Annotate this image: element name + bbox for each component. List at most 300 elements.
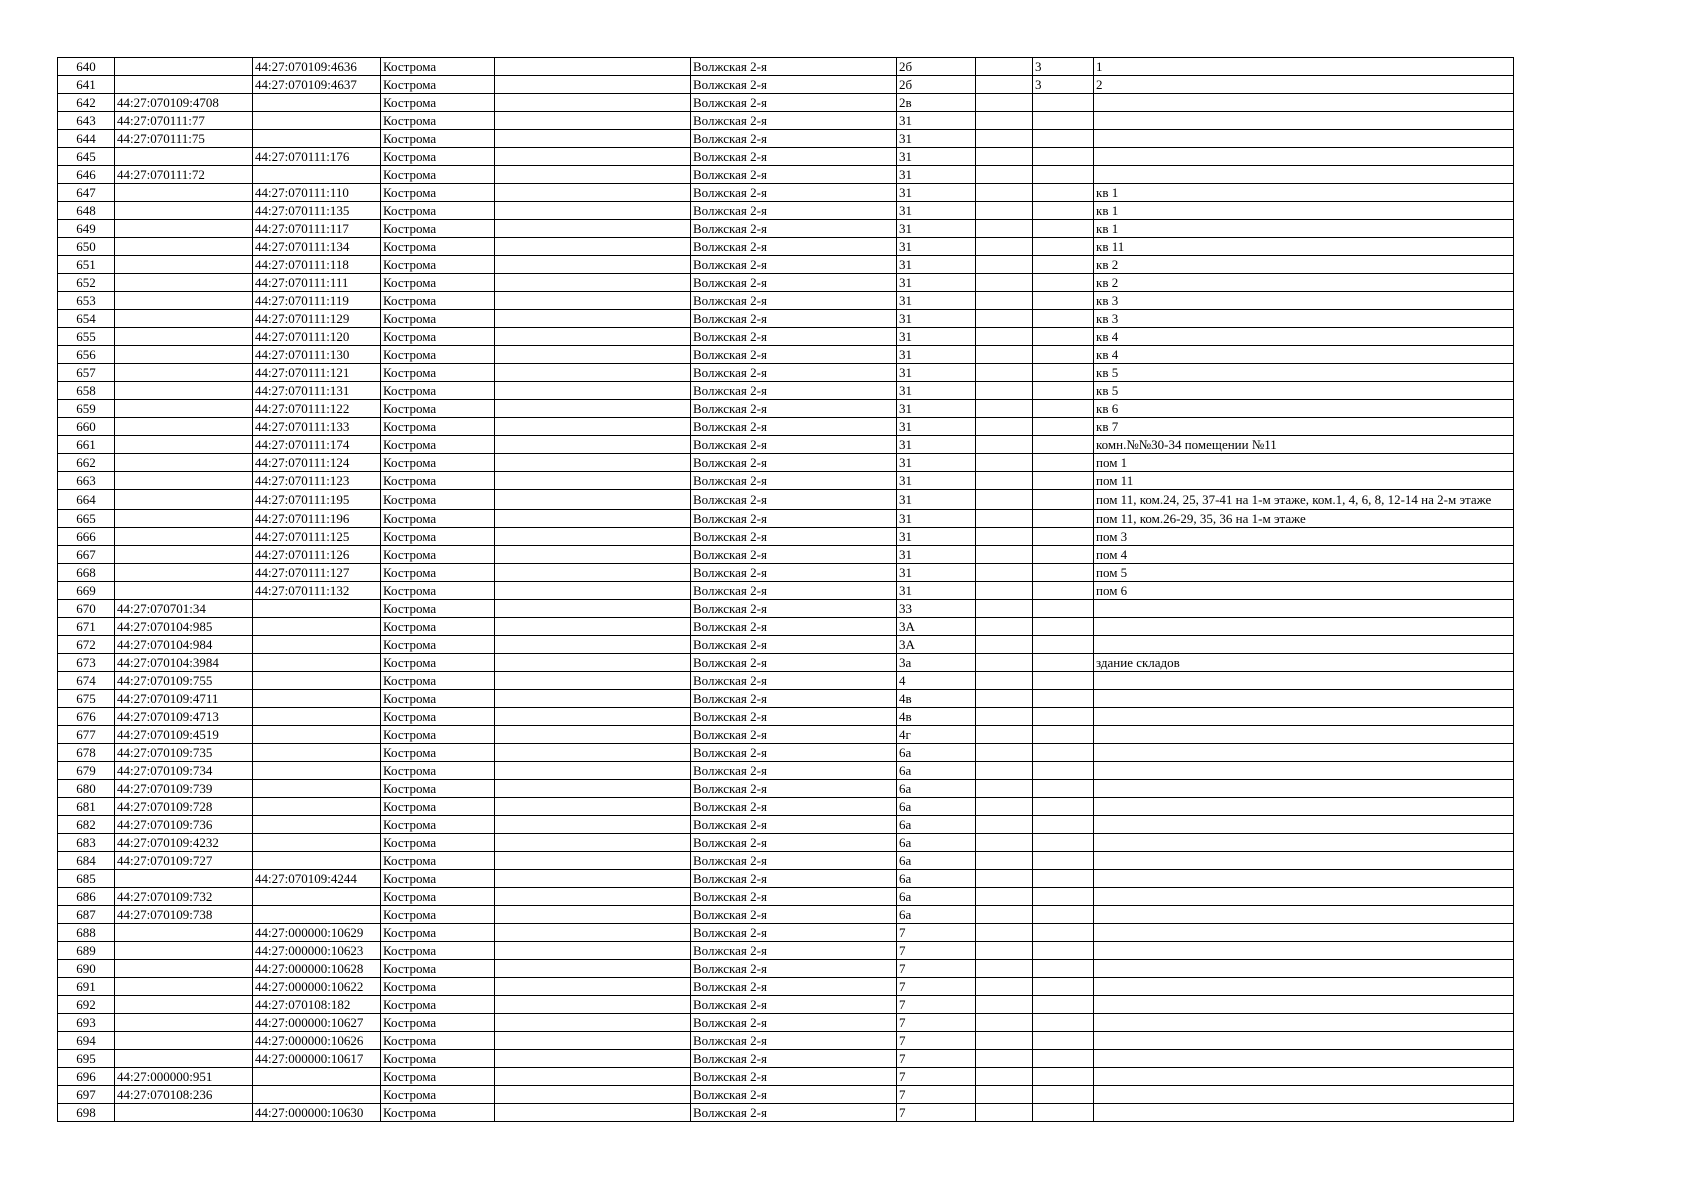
house-number-cell: 31 [897, 310, 976, 328]
cadastral-number-land [115, 1032, 253, 1050]
city-cell: Кострома [381, 1050, 495, 1068]
cadastral-number-object [253, 636, 381, 654]
cadastral-number-land: 44:27:070108:236 [115, 1086, 253, 1104]
building-cell [1033, 510, 1094, 528]
table-row [58, 292, 1514, 310]
building-cell [1033, 346, 1094, 364]
row-number: 643 [58, 112, 115, 130]
city-cell: Кострома [381, 310, 495, 328]
table-row [58, 672, 1514, 690]
cadastral-number-object: 44:27:070111:131 [253, 382, 381, 400]
table-row [58, 184, 1514, 202]
street-cell: Волжская 2-я [691, 1086, 897, 1104]
table-row [58, 960, 1514, 978]
table-row [58, 1086, 1514, 1104]
cadastral-number-land: 44:27:070109:4708 [115, 94, 253, 112]
cadastral-number-land: 44:27:070109:755 [115, 672, 253, 690]
house-number-cell: 31 [897, 274, 976, 292]
premises-note-cell [1094, 942, 1514, 960]
empty-cell [976, 654, 1033, 672]
cadastral-number-land: 44:27:070109:739 [115, 780, 253, 798]
row-number: 652 [58, 274, 115, 292]
empty-cell [976, 582, 1033, 600]
empty-cell [495, 798, 691, 816]
row-number: 644 [58, 130, 115, 148]
city-cell: Кострома [381, 490, 495, 510]
cadastral-number-land: 44:27:070109:736 [115, 816, 253, 834]
row-number: 681 [58, 798, 115, 816]
empty-cell [976, 166, 1033, 184]
cadastral-number-object [253, 888, 381, 906]
street-cell: Волжская 2-я [691, 184, 897, 202]
street-cell: Волжская 2-я [691, 1068, 897, 1086]
row-number: 670 [58, 600, 115, 618]
table-row [58, 238, 1514, 256]
empty-cell [976, 472, 1033, 490]
table-row [58, 708, 1514, 726]
street-cell: Волжская 2-я [691, 1050, 897, 1068]
premises-note-cell: кв 6 [1094, 400, 1514, 418]
premises-note-cell [1094, 618, 1514, 636]
empty-cell [495, 328, 691, 346]
row-number: 679 [58, 762, 115, 780]
street-cell: Волжская 2-я [691, 996, 897, 1014]
house-number-cell: 31 [897, 564, 976, 582]
table-row [58, 942, 1514, 960]
empty-cell [495, 346, 691, 364]
premises-note-cell [1094, 708, 1514, 726]
empty-cell [495, 726, 691, 744]
street-cell: Волжская 2-я [691, 238, 897, 256]
city-cell: Кострома [381, 600, 495, 618]
cadastral-number-object [253, 762, 381, 780]
house-number-cell: 2б [897, 58, 976, 76]
premises-note-cell [1094, 906, 1514, 924]
empty-cell [495, 762, 691, 780]
table-row [58, 310, 1514, 328]
street-cell: Волжская 2-я [691, 798, 897, 816]
row-number: 682 [58, 816, 115, 834]
building-cell [1033, 202, 1094, 220]
building-cell [1033, 636, 1094, 654]
city-cell: Кострома [381, 510, 495, 528]
street-cell: Волжская 2-я [691, 148, 897, 166]
house-number-cell: 31 [897, 346, 976, 364]
city-cell: Кострома [381, 996, 495, 1014]
street-cell: Волжская 2-я [691, 400, 897, 418]
row-number: 695 [58, 1050, 115, 1068]
street-cell: Волжская 2-я [691, 906, 897, 924]
city-cell: Кострома [381, 564, 495, 582]
table-row [58, 94, 1514, 112]
cadastral-number-land [115, 274, 253, 292]
city-cell: Кострома [381, 546, 495, 564]
cadastral-number-land: 44:27:070104:985 [115, 618, 253, 636]
building-cell [1033, 564, 1094, 582]
premises-note-cell [1094, 1014, 1514, 1032]
cadastral-number-object [253, 600, 381, 618]
cadastral-number-land [115, 1014, 253, 1032]
row-number: 672 [58, 636, 115, 654]
empty-cell [495, 870, 691, 888]
empty-cell [976, 888, 1033, 906]
row-number: 698 [58, 1104, 115, 1122]
empty-cell [495, 906, 691, 924]
table-row [58, 130, 1514, 148]
cadastral-number-object: 44:27:070111:132 [253, 582, 381, 600]
building-cell [1033, 364, 1094, 382]
cadastral-number-object [253, 1086, 381, 1104]
empty-cell [976, 364, 1033, 382]
table-row [58, 852, 1514, 870]
city-cell: Кострома [381, 400, 495, 418]
cadastral-number-object: 44:27:070111:117 [253, 220, 381, 238]
table-row [58, 762, 1514, 780]
table-row [58, 744, 1514, 762]
house-number-cell: 31 [897, 238, 976, 256]
street-cell: Волжская 2-я [691, 202, 897, 220]
empty-cell [495, 708, 691, 726]
premises-note-cell [1094, 780, 1514, 798]
row-number: 650 [58, 238, 115, 256]
empty-cell [976, 1068, 1033, 1086]
empty-cell [495, 1068, 691, 1086]
cadastral-number-object: 44:27:070111:123 [253, 472, 381, 490]
premises-note-cell [1094, 130, 1514, 148]
empty-cell [976, 546, 1033, 564]
street-cell: Волжская 2-я [691, 636, 897, 654]
cadastral-number-land [115, 528, 253, 546]
city-cell: Кострома [381, 528, 495, 546]
empty-cell [495, 400, 691, 418]
row-number: 662 [58, 454, 115, 472]
house-number-cell: 31 [897, 292, 976, 310]
city-cell: Кострома [381, 382, 495, 400]
empty-cell [495, 292, 691, 310]
empty-cell [495, 454, 691, 472]
building-cell [1033, 400, 1094, 418]
table-row [58, 888, 1514, 906]
premises-note-cell: пом 11, ком.24, 25, 37-41 на 1-м этаже, ком.1, 4, 6, 8, 12-14 на 2-м этаже [1094, 490, 1514, 510]
table-row [58, 1068, 1514, 1086]
building-cell [1033, 582, 1094, 600]
house-number-cell: 6а [897, 744, 976, 762]
row-number: 694 [58, 1032, 115, 1050]
table-row [58, 382, 1514, 400]
cadastral-number-object [253, 130, 381, 148]
city-cell: Кострома [381, 418, 495, 436]
house-number-cell: 7 [897, 978, 976, 996]
empty-cell [495, 690, 691, 708]
street-cell: Волжская 2-я [691, 166, 897, 184]
city-cell: Кострома [381, 906, 495, 924]
empty-cell [976, 636, 1033, 654]
row-number: 675 [58, 690, 115, 708]
building-cell [1033, 1050, 1094, 1068]
empty-cell [976, 996, 1033, 1014]
cadastral-number-object: 44:27:070108:182 [253, 996, 381, 1014]
city-cell: Кострома [381, 472, 495, 490]
city-cell: Кострома [381, 726, 495, 744]
row-number: 658 [58, 382, 115, 400]
empty-cell [495, 130, 691, 148]
empty-cell [976, 1014, 1033, 1032]
city-cell: Кострома [381, 220, 495, 238]
building-cell [1033, 382, 1094, 400]
cadastral-number-land [115, 510, 253, 528]
empty-cell [976, 238, 1033, 256]
building-cell [1033, 690, 1094, 708]
premises-note-cell: кв 3 [1094, 292, 1514, 310]
premises-note-cell: пом 3 [1094, 528, 1514, 546]
city-cell: Кострома [381, 798, 495, 816]
table-row [58, 364, 1514, 382]
empty-cell [976, 418, 1033, 436]
row-number: 693 [58, 1014, 115, 1032]
city-cell: Кострома [381, 1104, 495, 1122]
table-row [58, 798, 1514, 816]
empty-cell [976, 744, 1033, 762]
street-cell: Волжская 2-я [691, 76, 897, 94]
cadastral-number-object [253, 906, 381, 924]
table-row [58, 924, 1514, 942]
empty-cell [495, 546, 691, 564]
premises-note-cell [1094, 924, 1514, 942]
cadastral-number-object [253, 852, 381, 870]
premises-note-cell: пом 11 [1094, 472, 1514, 490]
empty-cell [976, 978, 1033, 996]
building-cell [1033, 654, 1094, 672]
empty-cell [976, 58, 1033, 76]
house-number-cell: 4 [897, 672, 976, 690]
city-cell: Кострома [381, 76, 495, 94]
row-number: 686 [58, 888, 115, 906]
city-cell: Кострома [381, 852, 495, 870]
row-number: 655 [58, 328, 115, 346]
city-cell: Кострома [381, 816, 495, 834]
premises-note-cell [1094, 672, 1514, 690]
house-number-cell: 31 [897, 454, 976, 472]
house-number-cell: 31 [897, 510, 976, 528]
empty-cell [495, 94, 691, 112]
table-row [58, 112, 1514, 130]
city-cell: Кострома [381, 112, 495, 130]
row-number: 673 [58, 654, 115, 672]
city-cell: Кострома [381, 960, 495, 978]
building-cell [1033, 436, 1094, 454]
empty-cell [495, 220, 691, 238]
city-cell: Кострома [381, 1086, 495, 1104]
street-cell: Волжская 2-я [691, 654, 897, 672]
cadastral-number-land: 44:27:070109:732 [115, 888, 253, 906]
house-number-cell: 2в [897, 94, 976, 112]
street-cell: Волжская 2-я [691, 472, 897, 490]
premises-note-cell [1094, 1032, 1514, 1050]
house-number-cell: 7 [897, 1086, 976, 1104]
house-number-cell: 7 [897, 996, 976, 1014]
cadastral-number-object: 44:27:000000:10630 [253, 1104, 381, 1122]
cadastral-number-land [115, 148, 253, 166]
empty-cell [976, 798, 1033, 816]
building-cell [1033, 600, 1094, 618]
street-cell: Волжская 2-я [691, 256, 897, 274]
empty-cell [495, 166, 691, 184]
cadastral-number-object: 44:27:070111:133 [253, 418, 381, 436]
empty-cell [495, 510, 691, 528]
building-cell [1033, 816, 1094, 834]
cadastral-number-land: 44:27:070109:738 [115, 906, 253, 924]
street-cell: Волжская 2-я [691, 708, 897, 726]
premises-note-cell [1094, 744, 1514, 762]
table-row [58, 996, 1514, 1014]
building-cell [1033, 1014, 1094, 1032]
empty-cell [976, 274, 1033, 292]
cadastral-number-object: 44:27:070111:134 [253, 238, 381, 256]
street-cell: Волжская 2-я [691, 672, 897, 690]
row-number: 646 [58, 166, 115, 184]
empty-cell [976, 618, 1033, 636]
house-number-cell: 31 [897, 130, 976, 148]
city-cell: Кострома [381, 166, 495, 184]
row-number: 642 [58, 94, 115, 112]
building-cell [1033, 852, 1094, 870]
row-number: 654 [58, 310, 115, 328]
street-cell: Волжская 2-я [691, 328, 897, 346]
street-cell: Волжская 2-я [691, 528, 897, 546]
cadastral-number-land [115, 58, 253, 76]
table-row [58, 256, 1514, 274]
street-cell: Волжская 2-я [691, 924, 897, 942]
building-cell [1033, 762, 1094, 780]
premises-note-cell [1094, 978, 1514, 996]
empty-cell [976, 346, 1033, 364]
building-cell [1033, 546, 1094, 564]
building-cell [1033, 220, 1094, 238]
building-cell [1033, 942, 1094, 960]
cadastral-number-land: 44:27:070109:4232 [115, 834, 253, 852]
register-page [57, 57, 1513, 1122]
table-row [58, 618, 1514, 636]
city-cell: Кострома [381, 978, 495, 996]
premises-note-cell [1094, 798, 1514, 816]
house-number-cell: 31 [897, 256, 976, 274]
premises-note-cell: кв 1 [1094, 184, 1514, 202]
cadastral-number-land [115, 400, 253, 418]
premises-note-cell: кв 7 [1094, 418, 1514, 436]
table-row [58, 582, 1514, 600]
city-cell: Кострома [381, 130, 495, 148]
row-number: 668 [58, 564, 115, 582]
empty-cell [495, 582, 691, 600]
street-cell: Волжская 2-я [691, 94, 897, 112]
cadastral-number-object [253, 654, 381, 672]
empty-cell [976, 870, 1033, 888]
premises-note-cell [1094, 852, 1514, 870]
house-number-cell: 31 [897, 546, 976, 564]
empty-cell [495, 636, 691, 654]
cadastral-number-land [115, 328, 253, 346]
cadastral-number-object [253, 798, 381, 816]
house-number-cell: 7 [897, 1032, 976, 1050]
premises-note-cell: пом 6 [1094, 582, 1514, 600]
row-number: 659 [58, 400, 115, 418]
row-number: 680 [58, 780, 115, 798]
cadastral-number-object: 44:27:070109:4244 [253, 870, 381, 888]
row-number: 685 [58, 870, 115, 888]
cadastral-number-land [115, 364, 253, 382]
building-cell [1033, 148, 1094, 166]
street-cell: Волжская 2-я [691, 852, 897, 870]
row-number: 687 [58, 906, 115, 924]
house-number-cell: 6а [897, 762, 976, 780]
row-number: 696 [58, 1068, 115, 1086]
city-cell: Кострома [381, 58, 495, 76]
empty-cell [495, 76, 691, 94]
city-cell: Кострома [381, 888, 495, 906]
table-row [58, 1014, 1514, 1032]
empty-cell [495, 148, 691, 166]
premises-note-cell [1094, 888, 1514, 906]
street-cell: Волжская 2-я [691, 1032, 897, 1050]
street-cell: Волжская 2-я [691, 510, 897, 528]
building-cell [1033, 112, 1094, 130]
cadastral-number-land: 44:27:070109:734 [115, 762, 253, 780]
cadastral-number-object [253, 780, 381, 798]
empty-cell [495, 58, 691, 76]
empty-cell [495, 1014, 691, 1032]
premises-note-cell [1094, 1104, 1514, 1122]
house-number-cell: 6а [897, 816, 976, 834]
building-cell: 3 [1033, 58, 1094, 76]
city-cell: Кострома [381, 364, 495, 382]
cadastral-number-land: 44:27:070111:77 [115, 112, 253, 130]
city-cell: Кострома [381, 148, 495, 166]
building-cell [1033, 328, 1094, 346]
empty-cell [495, 436, 691, 454]
street-cell: Волжская 2-я [691, 310, 897, 328]
table-row [58, 166, 1514, 184]
cadastral-number-object [253, 816, 381, 834]
empty-cell [495, 472, 691, 490]
cadastral-number-object: 44:27:070111:176 [253, 148, 381, 166]
cadastral-number-object [253, 744, 381, 762]
cadastral-number-land [115, 978, 253, 996]
city-cell: Кострома [381, 762, 495, 780]
city-cell: Кострома [381, 454, 495, 472]
row-number: 688 [58, 924, 115, 942]
house-number-cell: 2б [897, 76, 976, 94]
table-row [58, 870, 1514, 888]
premises-note-cell: кв 11 [1094, 238, 1514, 256]
city-cell: Кострома [381, 636, 495, 654]
table-row [58, 454, 1514, 472]
cadastral-number-land [115, 1050, 253, 1068]
empty-cell [976, 564, 1033, 582]
house-number-cell: 31 [897, 528, 976, 546]
cadastral-number-object: 44:27:070111:111 [253, 274, 381, 292]
house-number-cell: 3а [897, 654, 976, 672]
table-row [58, 346, 1514, 364]
street-cell: Волжская 2-я [691, 130, 897, 148]
building-cell [1033, 130, 1094, 148]
table-row [58, 148, 1514, 166]
empty-cell [976, 76, 1033, 94]
cadastral-number-land: 44:27:070109:4713 [115, 708, 253, 726]
empty-cell [976, 690, 1033, 708]
table-row [58, 472, 1514, 490]
row-number: 671 [58, 618, 115, 636]
empty-cell [976, 1050, 1033, 1068]
